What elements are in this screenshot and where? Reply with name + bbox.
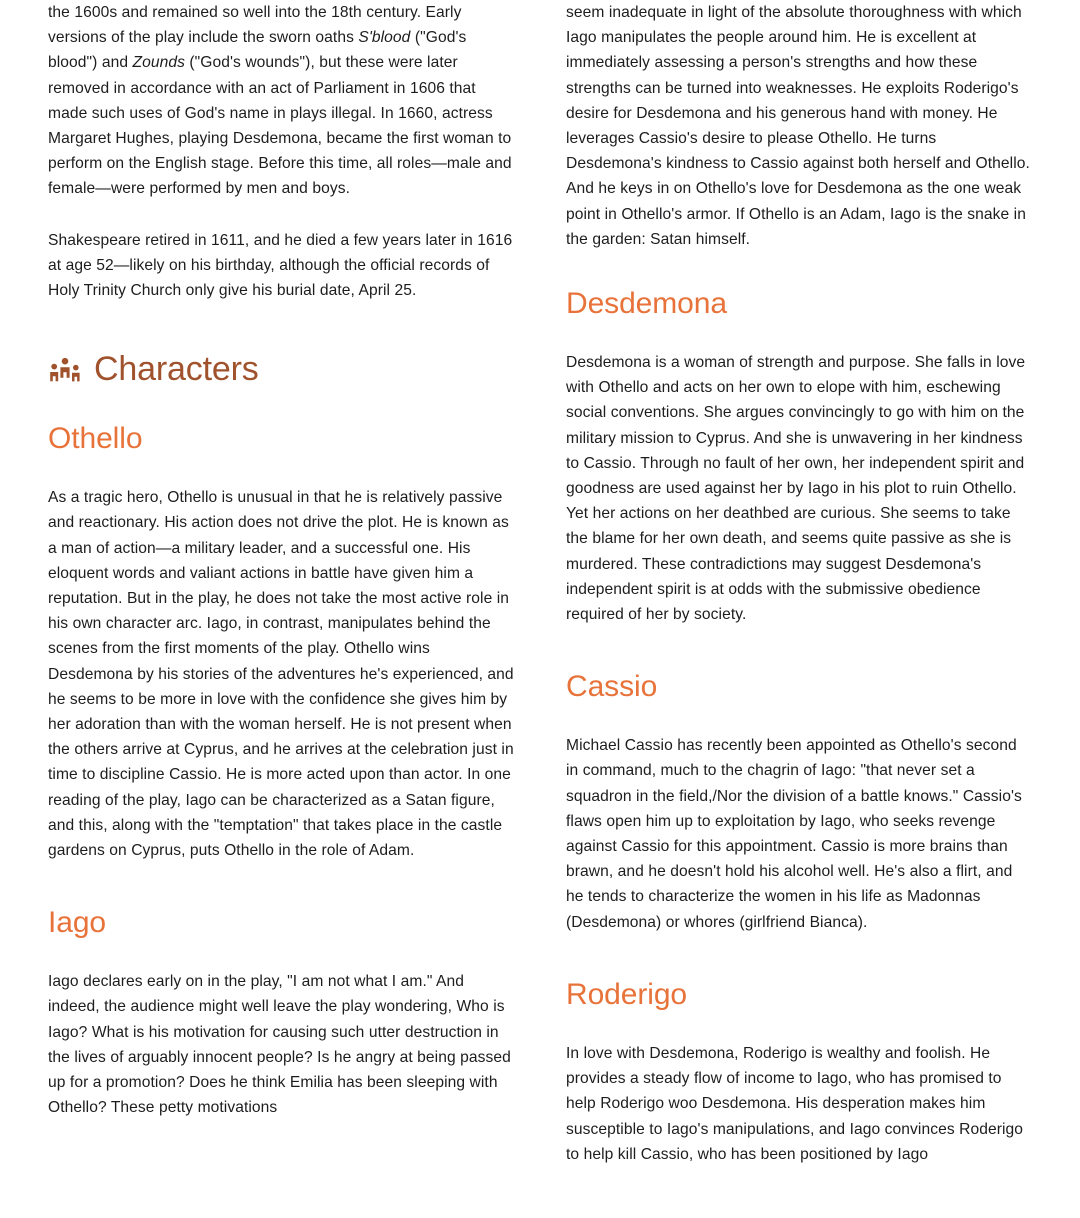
character-heading-desdemona: Desdemona (566, 287, 727, 321)
paragraph-desdemona: Desdemona is a woman of strength and purpose. She falls in love with Othello and acts on her own to elope with him, eschewing social conventions. She argues convincingly to go with him on the military mission to Cyprus. And she is unwavering in her kindness to Cassio. Through no fault of her own, her independent spirit and goodness are used against her by Iago in his plot to ruin Othello. Yet her actions on her deathbed are curious. She seems to take the blame for her own death, and seems quite passive as she is murdered. These contradictions may suggest Desdemona's independent spirit is at odds with the submissive obedience required of her by society. (566, 354, 1026, 624)
character-heading-roderigo: Roderigo (566, 977, 688, 1011)
text-run: the 1600s and remained so well into the 18th century. Early versions of the play include the sworn oaths (48, 4, 462, 47)
text-run: ("God's wounds"), but these were later removed in accordance with an act of Parliament in 1606 that made such uses of God's name in plays illegal. In 1660, actress Margaret Hughes, playing Desdemona, became the first woman to perform on the English stage. Before this time, all roles—male and female—were performed by men and boys. (48, 54, 512, 198)
character-heading-iago: Iago (48, 906, 107, 940)
paragraph-roderigo: In love with Desdemona, Roderigo is wealthy and foolish. He provides a steady flow of income to Iago, who has promised to help Roderigo woo Desdemona. His desperation makes him susceptible to Iago's manipulations, and Iago convinces Roderigo to help kill Cassio, who has been positioned by Iago (566, 1044, 1024, 1163)
text-run: ("God's blood") and (48, 29, 467, 72)
group-people-icon (48, 353, 82, 387)
italic-zounds: Zounds (132, 54, 185, 72)
paragraph-iago-continued: seem inadequate in light of the absolute thoroughness with which Iago manipulates the people around him. He is excellent at immediately assessing a person's strengths and how these strengths can be turned into weaknesses. He exploits Roderigo's desire for Desdemona and his generous hand with money. He leverages Cassio's desire to please Othello. He turns Desdemona's kindness to Cassio against both herself and Othello. And he keys in on Othello's love for Desdemona as the one weak point in Othello's armor. If Othello is an Adam, Iago is the snake in the garden: Satan himself. (566, 4, 1030, 248)
italic-sblood: S'blood (358, 29, 411, 47)
paragraph-shakespeare-retirement: Shakespeare retired in 1611, and he died a few years later in 1616 at age 52—likely on his birthday, although the official records of Holy Trinity Church only give his burial date, April 25. (48, 231, 513, 300)
paragraph-iago: Iago declares early on in the play, "I am not what I am." And indeed, the audience might well leave the play wondering, Who is Iago? What is his motivation for causing such utter destruction in the lives of arguably innocent people? Is he angry at being passed up for a promotion? Does he think Emilia has been sleeping with Othello? These petty motivations (48, 973, 511, 1117)
character-heading-othello: Othello (48, 422, 143, 456)
character-heading-cassio: Cassio (566, 670, 658, 704)
paragraph-cassio: Michael Cassio has recently been appointed as Othello's second in command, much to the chagrin of Iago: "that never set a squadron in the field,/Nor the division of a battle knows." Cassio's flaws open him up to exploitation by Iago, who seeks revenge against Cassio for this appointment. Cassio is more brains than brawn, and he doesn't hold his alcohol well. He's also a flirt, and he tends to characterize the women in his life as Madonnas (Desdemona) or whores (girlfriend Bianca). (566, 737, 1022, 931)
section-heading-characters (48, 347, 514, 391)
paragraph-othello: As a tragic hero, Othello is unusual in that he is relatively passive and reactionary. His action does not drive the plot. He is known as a man of action—a military leader, and a successful one. His eloquent words and valiant actions in battle have given him a reputation. But in the play, he does not take the most active role in his own character arc. Iago, in contrast, manipulates behind the scenes from the first moments of the play. Othello wins Desdemona by his stories of the adventures he's experienced, and he seems to be more in love with the confidence she gives him by her adoration than with the woman herself. He is not present when the others arrive at Cyprus, and he arrives at the celebration just in time to discipline Cassio. He is more acted upon than actor. In one reading of the play, Iago can be characterized as a Satan figure, and this, along with the "temptation" that takes place in the castle gardens on Cyprus, puts Othello in the role of Adam. (48, 489, 514, 860)
left-column (48, 0, 514, 1218)
section-heading-label: Characters (94, 350, 259, 389)
right-column (566, 0, 1032, 1218)
paragraph-play-history (48, 0, 514, 202)
